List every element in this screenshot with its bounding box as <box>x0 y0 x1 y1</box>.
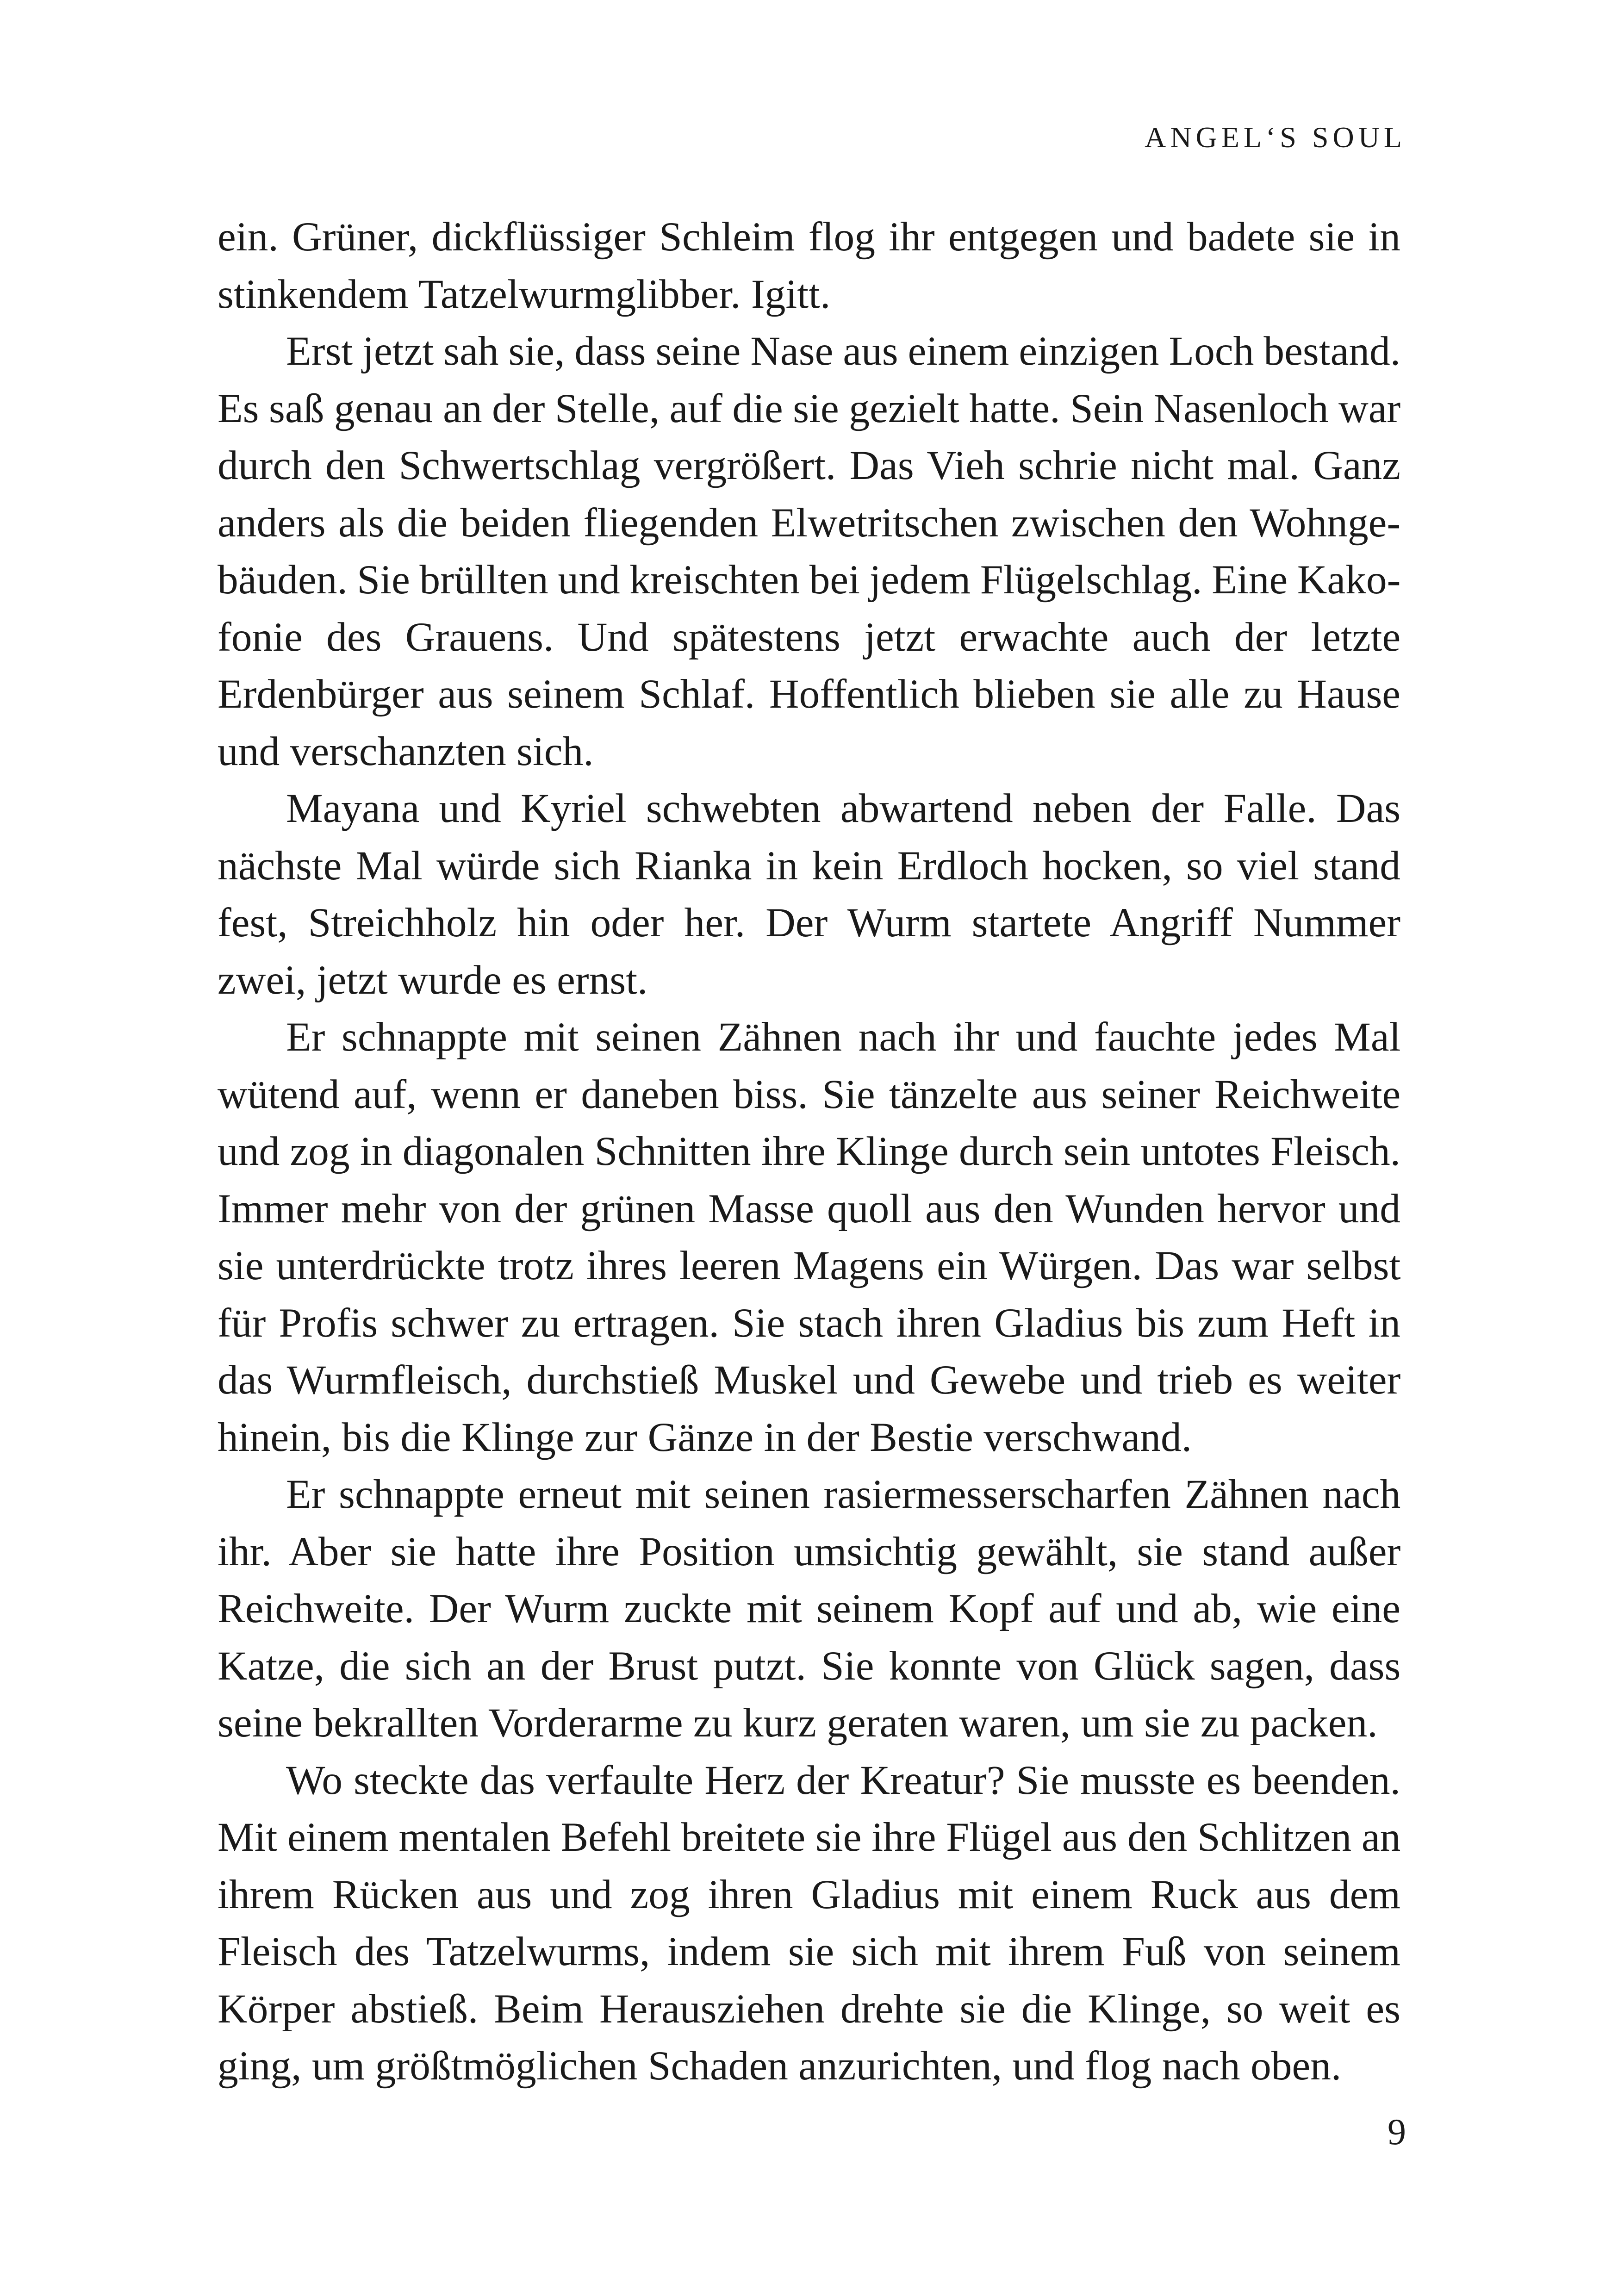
running-header-title: ANGEL‘S SOUL <box>1145 121 1406 154</box>
text-line: Mayana und Kyriel schwebten abwartend neben der Falle. Das <box>286 785 1401 831</box>
text-line: anders als die beiden fliegenden Elwetritschen zwischen den Wohnge- <box>218 499 1401 546</box>
text-line: für Profis schwer zu ertragen. Sie stach ihren Gladius bis zum Heft in <box>218 1300 1400 1346</box>
paragraph <box>218 1466 1400 1752</box>
body-text <box>218 208 1400 2095</box>
text-line: durch den Schwertschlag vergrößert. Das Vieh schrie nicht mal. Ganz <box>218 442 1401 488</box>
text-line: Erdenbürger aus seinem Schlaf. Hoffentlich blieben sie alle zu Hause <box>218 671 1400 717</box>
text-line: sie unterdrückte trotz ihres leeren Magens ein Würgen. Das war selbst <box>218 1243 1401 1288</box>
text-line: Reichweite. Der Wurm zuckte mit seinem Kopf auf und ab, wie eine <box>218 1586 1400 1631</box>
paragraph <box>218 323 1400 780</box>
text-line: Er schnappte mit seinen Zähnen nach ihr und fauchte jedes Mal <box>286 1014 1401 1060</box>
text-line: hinein, bis die Klinge zur Gänze in der Bestie verschwand. <box>218 1414 1192 1460</box>
text-line: ein. Grüner, dickflüssiger Schleim flog ihr entgegen und badete sie in <box>218 214 1400 260</box>
text-line: Es saß genau an der Stelle, auf die sie gezielt hatte. Sein Nasenloch war <box>218 385 1401 431</box>
text-line: Fleisch des Tatzelwurms, indem sie sich mit ihrem Fuß von seinem <box>218 1929 1400 1974</box>
paragraph <box>218 1752 1400 2095</box>
page-number: 9 <box>1388 2112 1406 2153</box>
text-line: Erst jetzt sah sie, dass seine Nase aus einem einzigen Loch bestand. <box>286 328 1401 374</box>
text-line: fest, Streichholz hin oder her. Der Wurm startete Angriff Nummer <box>218 900 1400 946</box>
text-line: wütend auf, wenn er daneben biss. Sie tänzelte aus seiner Reichweite <box>218 1071 1401 1117</box>
paragraph <box>218 208 1400 323</box>
text-line: nächste Mal würde sich Rianka in kein Erdloch hocken, so viel stand <box>218 842 1400 889</box>
text-line: ihr. Aber sie hatte ihre Position umsichtig gewählt, sie stand außer <box>218 1528 1401 1574</box>
text-line: ging, um größtmöglichen Schaden anzurichten, und flog nach oben. <box>218 2043 1342 2089</box>
paragraph <box>218 1008 1400 1466</box>
text-line: ihrem Rücken aus und zog ihren Gladius mit einem Ruck aus dem <box>218 1871 1400 1917</box>
text-line: und verschanzten sich. <box>218 728 594 774</box>
text-line: zwei, jetzt wurde es ernst. <box>218 957 648 1003</box>
text-line: bäuden. Sie brüllten und kreischten bei jedem Flügelschlag. Eine Kako- <box>218 557 1401 603</box>
text-line: das Wurmfleisch, durchstieß Muskel und Gewebe und trieb es weiter <box>218 1357 1401 1403</box>
text-line: Er schnappte erneut mit seinen rasiermesserscharfen Zähnen nach <box>286 1471 1401 1517</box>
text-line: Körper abstieß. Beim Herausziehen drehte sie die Klinge, so weit es <box>218 1985 1400 2032</box>
text-line: fonie des Grauens. Und spätestens jetzt erwachte auch der letzte <box>218 614 1401 660</box>
text-line: und zog in diagonalen Schnitten ihre Klinge durch sein untotes Fleisch. <box>218 1128 1400 1174</box>
paragraph <box>218 780 1400 1008</box>
text-line: Mit einem mentalen Befehl breitete sie ihre Flügel aus den Schlitzen an <box>218 1814 1401 1860</box>
text-line: Immer mehr von der grünen Masse quoll aus den Wunden hervor und <box>218 1185 1400 1232</box>
text-line: Wo steckte das verfaulte Herz der Kreatur? Sie musste es beenden. <box>286 1757 1400 1803</box>
text-line: seine bekrallten Vorderarme zu kurz geraten waren, um sie zu packen. <box>218 1700 1378 1746</box>
text-line: stinkendem Tatzelwurmglibber. Igitt. <box>218 271 831 317</box>
text-line: Katze, die sich an der Brust putzt. Sie konnte von Glück sagen, dass <box>218 1643 1401 1689</box>
